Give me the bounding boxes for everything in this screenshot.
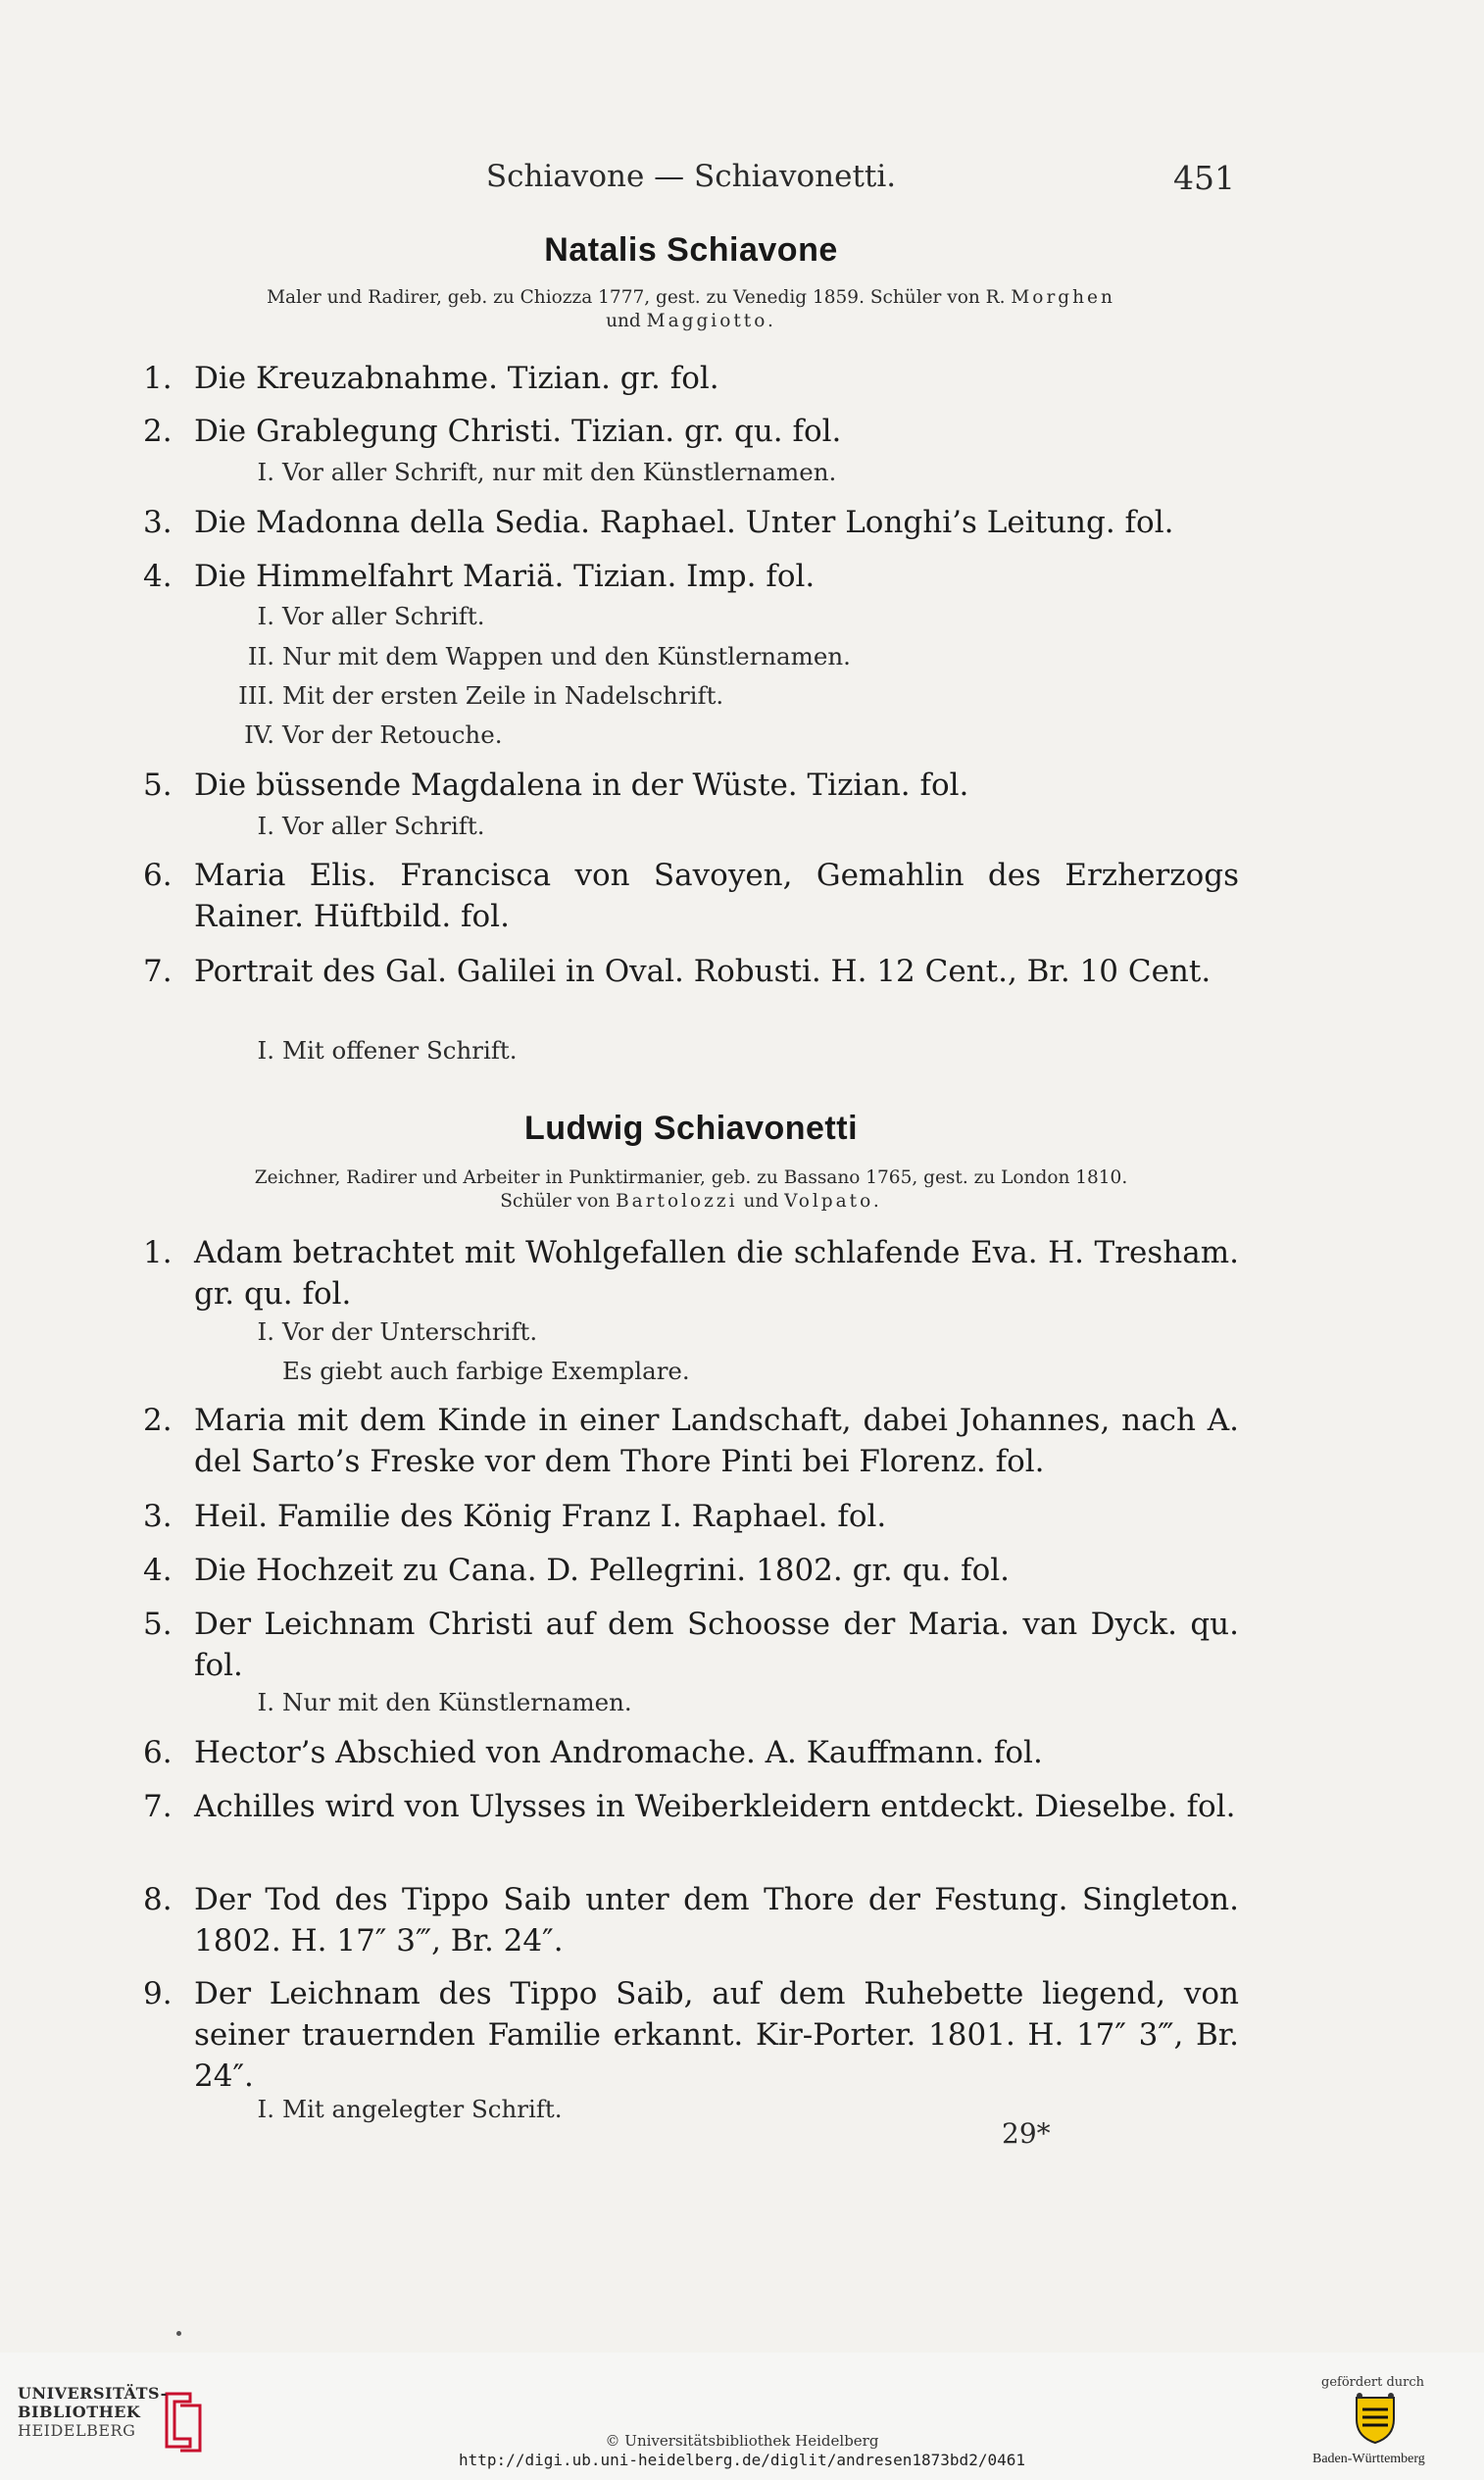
state-text: Vor der Unterschrift. <box>282 1317 538 1346</box>
subtitle-text: Schüler von <box>500 1191 611 1212</box>
state-note <box>231 720 1212 750</box>
name-maggiotto: Maggiotto. <box>646 311 776 331</box>
state-note <box>231 1036 1212 1066</box>
entry-number: 1. <box>143 1235 173 1270</box>
entry-number: 2. <box>143 414 173 449</box>
entry-number: 5. <box>143 1607 173 1642</box>
state-text: Vor der Retouche. <box>282 720 503 749</box>
entry-text: Die Madonna della Sedia. Raphael. Unter Longhi’s Leitung. fol. <box>194 505 1174 540</box>
catalog-entry <box>143 1550 1239 1591</box>
state-text: Nur mit dem Wappen und den Künstlernamen. <box>282 642 851 670</box>
catalog-entry <box>143 951 1239 992</box>
state-note <box>231 1357 1212 1386</box>
funder-name: Baden-Württemberg <box>1312 2452 1425 2466</box>
catalog-entry <box>143 1732 1239 1773</box>
catalog-entry <box>143 1232 1239 1314</box>
entry-text: Der Leichnam des Tippo Saib, auf dem Ruhebette liegend, von seiner trauernden Familie erkannt. Kir-Porter. 1801. H. 17″ 3‴, Br. 24″. <box>194 1976 1239 2094</box>
entry-text: Heil. Familie des König Franz I. Raphael. fol. <box>194 1499 887 1534</box>
entry-text: Die Grablegung Christi. Tizian. gr. qu. fol. <box>194 414 842 449</box>
catalog-entry <box>143 502 1239 543</box>
section-title-natalis: Natalis Schiavone <box>544 231 838 269</box>
entry-text: Hector’s Abschied von Andromache. A. Kauffmann. fol. <box>194 1735 1043 1770</box>
entry-number: 9. <box>143 1976 173 2011</box>
entry-text: Portrait des Gal. Galilei in Oval. Robusti. H. 12 Cent., Br. 10 Cent. <box>194 954 1212 989</box>
catalog-entry <box>143 411 1239 452</box>
page-number: 451 <box>1173 159 1235 197</box>
catalog-entry <box>143 1496 1239 1537</box>
state-text: Nur mit den Künstlernamen. <box>282 1688 632 1716</box>
entry-number: 8. <box>143 1882 173 1917</box>
catalog-entry <box>143 556 1239 597</box>
entry-text: Die Himmelfahrt Mariä. Tizian. Imp. fol. <box>194 559 816 594</box>
state-note <box>231 681 1212 711</box>
state-text: Vor aller Schrift, nur mit den Künstlernamen. <box>282 458 837 486</box>
catalog-entry <box>143 1604 1239 1686</box>
entry-number: 6. <box>143 1735 173 1770</box>
subtitle-text: Maler und Radirer, geb. zu Chiozza 1777, gest. zu Venedig 1859. Schüler von R. <box>267 287 1012 308</box>
state-note <box>231 602 1212 631</box>
entry-text: Die Kreuzabnahme. Tizian. gr. fol. <box>194 361 719 396</box>
state-numeral: I. <box>257 2095 274 2123</box>
entry-text: Maria mit dem Kinde in einer Landschaft, dabei Johannes, nach A. del Sarto’s Freske vor dem Thore Pinti bei Florenz. fol. <box>194 1403 1239 1479</box>
subtitle-text: und <box>743 1191 779 1212</box>
entry-number: 2. <box>143 1403 173 1438</box>
state-numeral: I. <box>257 458 274 486</box>
state-numeral: II. <box>247 642 274 670</box>
state-text: Es giebt auch farbige Exemplare. <box>282 1357 690 1385</box>
state-note <box>231 2095 1212 2124</box>
subtitle-text: und <box>606 311 641 331</box>
copyright-notice: © Universitätsbibliothek Heidelberg <box>605 2432 879 2450</box>
entry-text: Die büssende Magdalena in der Wüste. Tizian. fol. <box>194 768 969 803</box>
catalog-entry <box>143 765 1239 806</box>
state-text: Mit der ersten Zeile in Nadelschrift. <box>282 681 724 710</box>
library-name-line2: BIBLIOTHEK <box>18 2403 141 2421</box>
name-morghen: Morghen <box>1011 287 1115 308</box>
state-note <box>231 458 1212 487</box>
catalog-entry <box>143 358 1239 399</box>
state-note <box>231 1317 1212 1347</box>
entry-number: 4. <box>143 1553 173 1588</box>
section-title-ludwig: Ludwig Schiavonetti <box>523 1110 859 1147</box>
state-text: Vor aller Schrift. <box>282 812 485 840</box>
state-numeral: I. <box>257 1317 274 1346</box>
funded-by-label: gefördert durch <box>1321 2375 1425 2390</box>
entry-number: 1. <box>143 361 173 396</box>
subtitle-text: Zeichner, Radirer und Arbeiter in Punktirmanier, geb. zu Bassano 1765, gest. zu London 1810. <box>254 1167 1128 1188</box>
section-subtitle-natalis <box>137 286 1245 333</box>
entry-number: 7. <box>143 954 173 989</box>
scan-speck <box>176 2331 181 2336</box>
entry-number: 7. <box>143 1789 173 1824</box>
catalog-entry <box>143 1786 1239 1827</box>
section-subtitle-ludwig <box>137 1166 1245 1214</box>
state-text: Mit offener Schrift. <box>282 1036 518 1065</box>
entry-number: 5. <box>143 768 173 803</box>
state-note <box>231 642 1212 671</box>
entry-text: Adam betrachtet mit Wohlgefallen die schlafende Eva. H. Tresham. gr. qu. fol. <box>194 1235 1239 1312</box>
source-url-link[interactable]: http://digi.ub.uni-heidelberg.de/diglit/andresen1873bd2/0461 <box>459 2451 1025 2469</box>
catalog-entry <box>143 855 1239 937</box>
baden-wuerttemberg-crest-icon <box>1351 2390 1400 2447</box>
entry-number: 3. <box>143 1499 173 1534</box>
name-bartolozzi: Bartolozzi <box>616 1191 738 1212</box>
state-numeral: I. <box>257 602 274 630</box>
entry-number: 4. <box>143 559 173 594</box>
entry-text: Der Leichnam Christi auf dem Schoosse der Maria. van Dyck. qu. fol. <box>194 1607 1239 1683</box>
state-numeral: IV. <box>244 720 274 749</box>
catalog-entry <box>143 1400 1239 1482</box>
catalog-entry <box>143 1973 1239 2097</box>
entry-text: Maria Elis. Francisca von Savoyen, Gemahlin des Erzherzogs Rainer. Hüftbild. fol. <box>194 858 1239 934</box>
running-head-title: Schiavone — Schiavonetti. <box>485 159 897 194</box>
state-text: Mit angelegter Schrift. <box>282 2095 563 2123</box>
name-volpato: Volpato. <box>784 1191 882 1212</box>
state-numeral: I. <box>257 812 274 840</box>
entry-number: 6. <box>143 858 173 893</box>
entry-text: Der Tod des Tippo Saib unter dem Thore der Festung. Singleton. 1802. H. 17″ 3‴, Br. 24″. <box>194 1882 1239 1959</box>
state-numeral: I. <box>257 1036 274 1065</box>
state-numeral: I. <box>257 1688 274 1716</box>
entry-text: Achilles wird von Ulysses in Weiberkleidern entdeckt. Dieselbe. fol. <box>194 1789 1236 1824</box>
entry-text: Die Hochzeit zu Cana. D. Pellegrini. 1802. gr. qu. fol. <box>194 1553 1011 1588</box>
signature-mark: 29* <box>1002 2117 1051 2150</box>
state-note <box>231 1688 1212 1717</box>
library-name-line3: HEIDELBERG <box>18 2421 136 2440</box>
state-numeral: III. <box>238 681 274 710</box>
catalog-entry <box>143 1879 1239 1961</box>
library-name-line1: UNIVERSITÄTS- <box>18 2384 168 2403</box>
entry-number: 3. <box>143 505 173 540</box>
state-text: Vor aller Schrift. <box>282 602 485 630</box>
state-note <box>231 812 1212 841</box>
